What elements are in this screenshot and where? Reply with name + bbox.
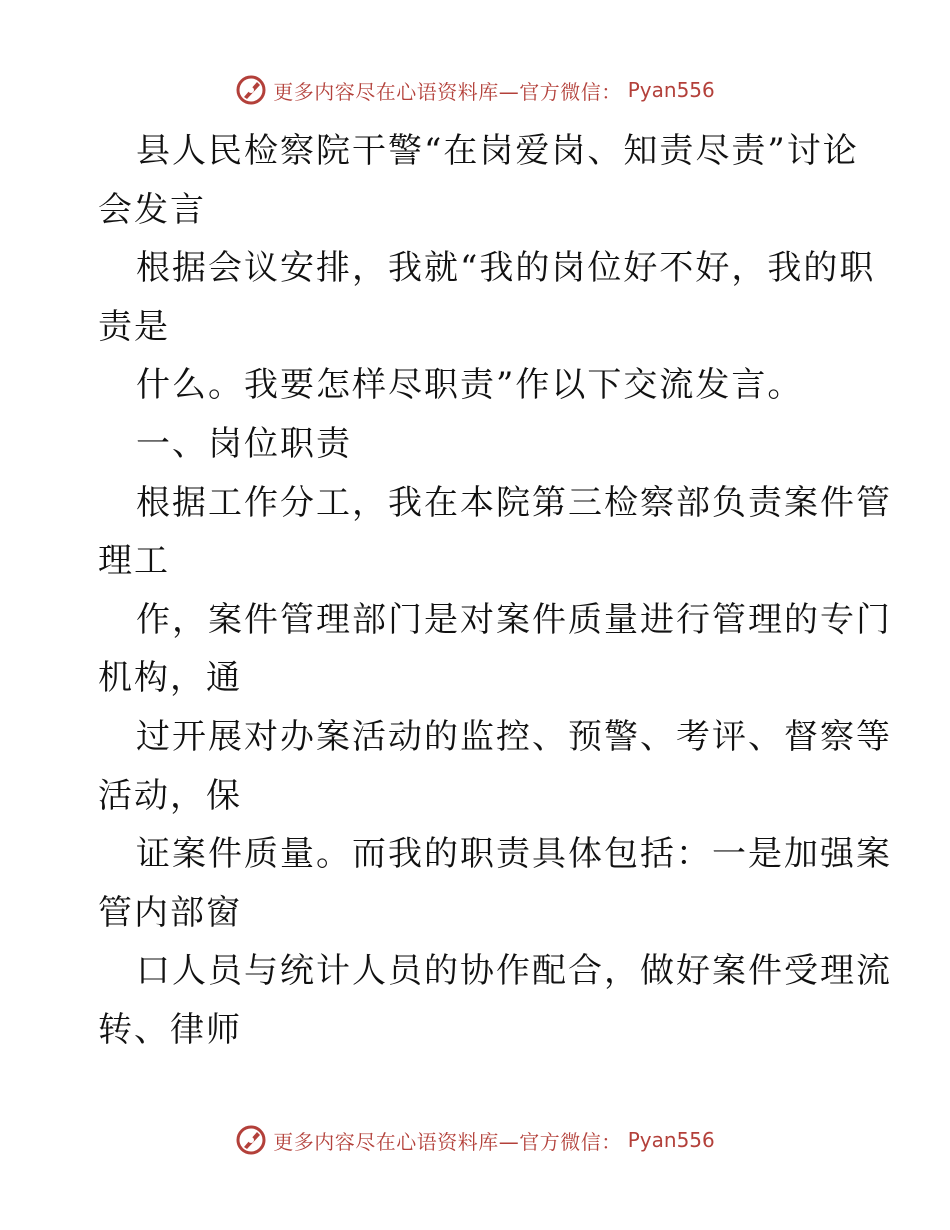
doc-title-line-2: 会发言 <box>98 189 206 230</box>
quill-pen-circle-icon <box>235 74 267 106</box>
doc-line: 根据工作分工，我在本院第三检察部负责案件管 <box>136 482 892 523</box>
doc-line: 口人员与统计人员的协作配合，做好案件受理流 <box>136 951 892 992</box>
doc-line: 作，案件管理部门是对案件质量进行管理的专门 <box>136 599 892 640</box>
doc-line: 转、律师 <box>98 1009 242 1050</box>
watermark-text: 更多内容尽在心语资料库—官方微信： <box>273 1129 622 1154</box>
doc-line: 根据会议安排，我就“我的岗位好不好，我的职 <box>136 248 876 289</box>
doc-line: 活动，保 <box>98 775 242 816</box>
quill-pen-circle-icon <box>235 1124 267 1156</box>
doc-line: 责是 <box>98 306 170 347</box>
doc-line: 过开展对办案活动的监控、预警、考评、督察等 <box>136 716 892 757</box>
doc-title-line-1: 县人民检察院干警“在岗爱岗、知责尽责”讨论 <box>136 131 859 171</box>
watermark-wechat-id: Pyan556 <box>627 78 715 102</box>
doc-line: 机构，通 <box>98 658 242 699</box>
doc-line: 管内部窗 <box>98 892 242 933</box>
watermark-banner-top <box>0 70 950 110</box>
watermark-wechat-id: Pyan556 <box>627 1128 715 1152</box>
section-heading: 一、岗位职责 <box>136 423 352 464</box>
doc-line: 证案件质量。而我的职责具体包括：一是加强案 <box>136 834 892 875</box>
doc-line: 什么。我要怎样尽职责”作以下交流发言。 <box>136 365 804 406</box>
watermark-text: 更多内容尽在心语资料库—官方微信： <box>273 79 622 104</box>
document-body <box>98 122 892 1060</box>
doc-line: 理工 <box>98 541 170 582</box>
watermark-banner-bottom <box>0 1120 950 1160</box>
